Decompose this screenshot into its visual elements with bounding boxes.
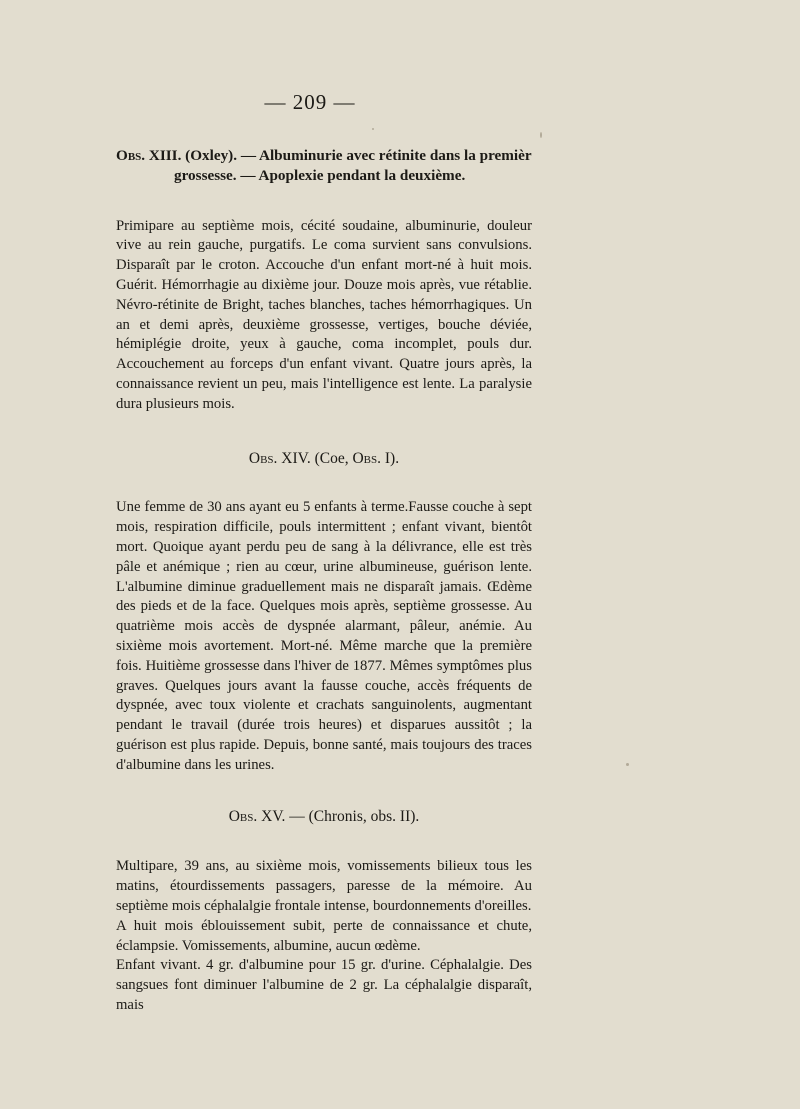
spacer (116, 776, 532, 807)
text-column (116, 146, 532, 1016)
obs-14-heading-end: . I). (377, 449, 400, 467)
obs-15-paragraph-2: A huit mois éblouissement subit, perte de connaissance et chute, éclampsie. Vomissements, albumine, aucun œdème. (116, 917, 532, 954)
paper-speck (626, 763, 629, 766)
spacer (116, 415, 532, 449)
obs-15-heading (116, 807, 532, 827)
spacer (116, 826, 532, 857)
obs-13-heading-text: . XIII. (Oxley). — Albuminurie avec rétinite dans la premièr grossesse. — Apoplexie pendant la deuxième. (141, 147, 532, 184)
obs-13-heading (116, 146, 532, 186)
obs-15-label: Obs (228, 807, 254, 825)
obs-14-label: Obs (248, 449, 274, 467)
obs-14-body: Une femme de 30 ans ayant eu 5 enfants à terme.Fausse couche à sept mois, respiration difficile, pouls intermittent ; enfant vivant, bientôt mort. Quoique ayant perdu peu de sang à la délivrance, elle est très pâle et anémique ; rien au cœur, urine albumineuse, guérison lente. L'albumine diminue graduellement mais ne disparaît jamais. Œdème des pieds et de la face. Quelques mois après, septième grossesse. Au quatrième mois accès de dyspnée alarmant, pâleur, anémie. Au sixième mois avortement. Mort-né. Même marche que la première fois. Huitième grossesse dans l'hiver de 1877. Mêmes symptômes plus graves. Quelques jours avant la fausse couche, accès fréquents de dyspnée, avec toux violente et crachats sanguinolents, augmentant pendant le travail (durée trois heures) et disparues aussitôt ; la guérison est plus rapide. Depuis, bonne santé, mais toujours des traces d'albumine dans les urines. (116, 499, 532, 773)
obs-13-body: Primipare au septième mois, cécité soudaine, albuminurie, douleur vive au rein gauche, purgatifs. Le coma survient sans convulsions. Disparaît par le croton. Accouche d'un enfant mort-né à huit mois. Guérit. Hémorrhagie au dixième jour. Douze mois après, vue rétablie. Névro-rétinite de Bright, taches blanches, taches hémorrhagiques. Un an et demi après, deuxième grossesse, vertiges, bouche déviée, hémiplégie droite, yeux à gauche, coma incomplet, pouls dur. Accouchement au forceps d'un enfant vivant. Quatre jours après, la connaissance revient un peu, mais l'intelligence est lente. La paralysie dura plusieurs mois. (116, 217, 532, 412)
page-number: — 209 — (264, 90, 356, 114)
paper-speck (372, 128, 374, 130)
obs-15-paragraph-3: Enfant vivant. 4 gr. d'albumine pour 15 gr. d'urine. Céphalalgie. Des sangsues font diminuer l'albumine de 2 gr. La céphalalgie disparaît, mais (116, 957, 532, 1013)
obs-15-paragraph-1: Multipare, 39 ans, au sixième mois, vomissements bilieux tous les matins, étourdissements passagers, paresse de la mémoire. Au septième mois céphalalgie frontale intense, bourdonnements d'oreilles. (116, 858, 532, 914)
obs-15-heading-text: . XV. — (Chronis, obs. II). (253, 807, 420, 825)
obs-14-heading-mid: . XIV. (Coe, (273, 449, 353, 467)
obs-13-label: Obs (116, 147, 142, 164)
paper-speck (540, 132, 542, 138)
obs-14-label-2: Obs (352, 449, 378, 467)
spacer (116, 186, 532, 217)
spacer (116, 468, 532, 498)
obs-14-heading (116, 449, 532, 469)
